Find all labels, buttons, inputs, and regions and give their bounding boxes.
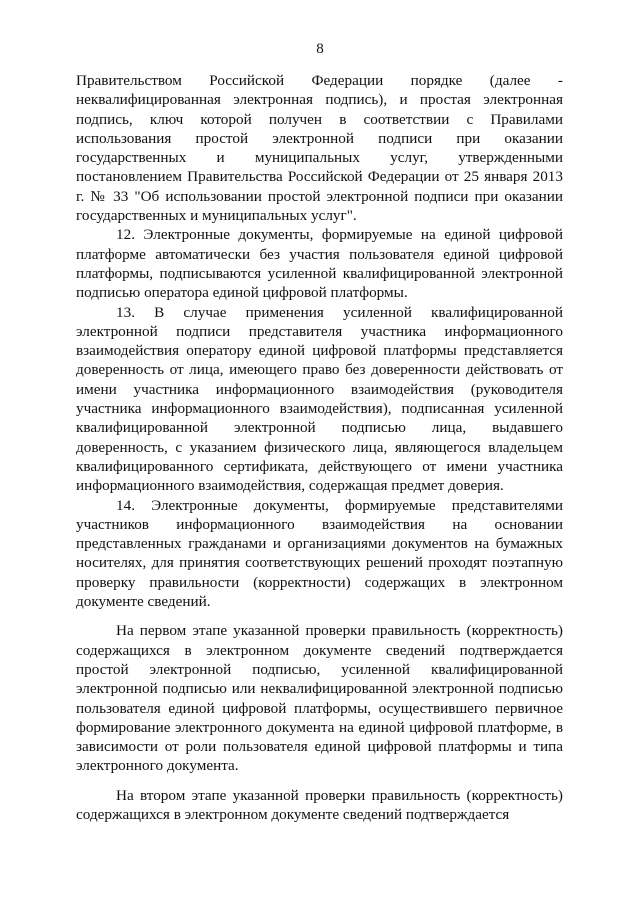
paragraph-item-12: 12. Электронные документы, формируемые на единой цифровой платформе автоматически без участия пользователя единой цифровой платформы, подписываются усиленной квалифицированной электронной подписью оператора единой цифровой платформы. [76, 226, 563, 302]
document-body [76, 71, 563, 824]
paragraph-first-stage: На первом этапе указанной проверки правильность (корректность) содержащихся в электронном документе сведений подтверждается простой электронной подписью, усиленной квалифицированной электронной подписью или неквалифицированной электронной подписью пользователя единой цифровой платформы, осуществившего первичное формирование электронного документа на единой цифровой платформе, в зависимости от роли пользователя единой цифровой платформы и типа электронного документа. [76, 622, 563, 775]
paragraph-item-13: 13. В случае применения усиленной квалифицированной электронной подписи представителя участника информационного взаимодействия оператору единой цифровой платформы представляется доверенность от лица, имеющего право без доверенности действовать от имени участника информационного взаимодействия (руководителя участника информационного взаимодействия), подписанная усиленной квалифицированной электронной подписью лица, выдавшего доверенность, с указанием физического лица, являющегося владельцем квалифицированного сертификата, действующего от имени участника информационного взаимодействия, содержащая предмет доверия. [76, 303, 563, 495]
paragraph-continuation: Правительством Российской Федерации порядке (далее - неквалифицированная электронная подпись), и простая электронная подпись, ключ которой получен в соответствии с Правилами использования простой электронной подписи при оказании государственных и муниципальных услуг, утвержденными постановлением Правительства Российской Федерации от 25 января 2013 г. № 33 "Об использовании простой электронной подписи при оказании государственных и муниципальных услуг". [76, 72, 563, 225]
paragraph-item-14: 14. Электронные документы, формируемые представителями участников информационного взаимодействия на основании представленных гражданами и организациями документов на бумажных носителях, для принятия соответствующих решений проходят поэтапную проверку правильности (корректности) содержащих в электронном документе сведений. [76, 496, 563, 611]
paragraph-second-stage: На втором этапе указанной проверки правильность (корректность) содержащихся в электронном документе сведений подтверждается [76, 786, 563, 823]
page-number: 8 [316, 41, 324, 57]
